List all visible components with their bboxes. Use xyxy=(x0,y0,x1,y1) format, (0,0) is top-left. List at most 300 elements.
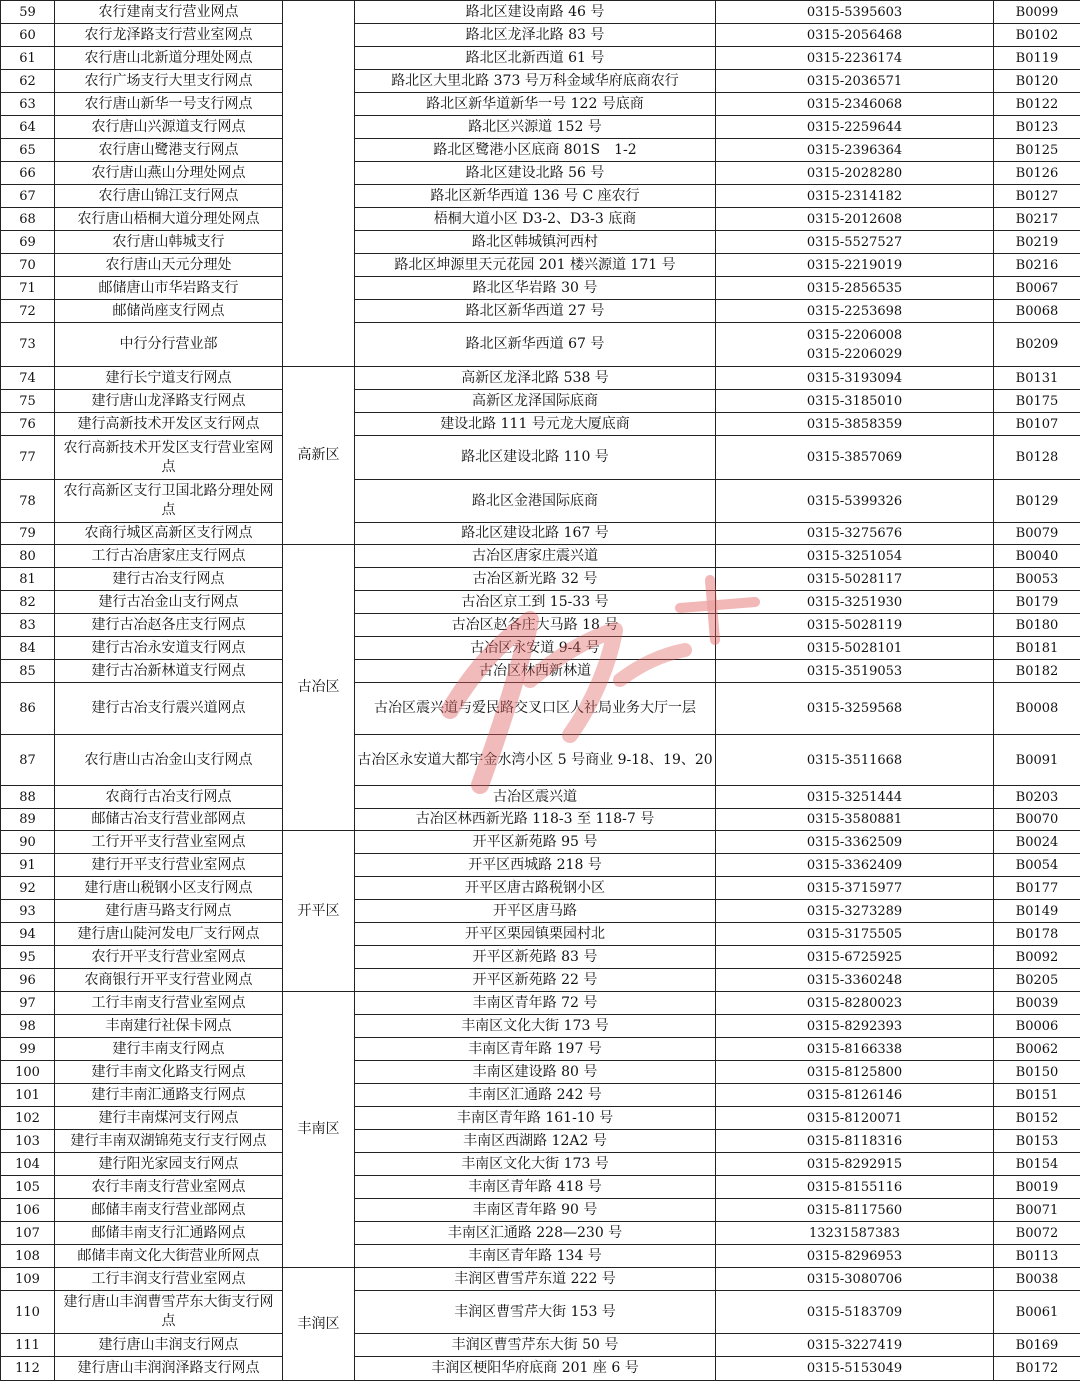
table-row xyxy=(1,523,1080,545)
outlet-code: B0209 xyxy=(994,323,1080,367)
row-number: 81 xyxy=(1,568,55,591)
outlet-code: B0128 xyxy=(994,436,1080,480)
outlet-phone xyxy=(716,1107,994,1130)
outlet-address: 路北区新华西道 67 号 xyxy=(355,323,716,367)
outlet-name: 农行建南支行营业网点 xyxy=(55,1,283,24)
outlet-name: 建行丰南支行网点 xyxy=(55,1038,283,1061)
table-row xyxy=(1,1038,1080,1061)
outlet-address: 开平区唐马路 xyxy=(355,900,716,923)
outlet-phone xyxy=(716,1245,994,1268)
table-row xyxy=(1,390,1080,413)
phone-number: 0315-8296953 xyxy=(718,1247,991,1266)
outlet-name: 农行唐山燕山分理处网点 xyxy=(55,162,283,185)
outlet-code: B0151 xyxy=(994,1084,1080,1107)
outlet-code: B0172 xyxy=(994,1357,1080,1381)
table-row xyxy=(1,877,1080,900)
phone-number: 0315-2346068 xyxy=(718,95,991,114)
outlet-phone xyxy=(716,923,994,946)
table-row xyxy=(1,923,1080,946)
row-number: 102 xyxy=(1,1107,55,1130)
row-number: 61 xyxy=(1,47,55,70)
outlet-phone xyxy=(716,523,994,545)
outlet-phone xyxy=(716,545,994,568)
row-number: 59 xyxy=(1,1,55,24)
table-row xyxy=(1,1357,1080,1381)
row-number: 104 xyxy=(1,1153,55,1176)
phone-number: 0315-2856535 xyxy=(718,279,991,298)
row-number: 109 xyxy=(1,1268,55,1291)
outlet-name: 邮储丰南文化大街营业所网点 xyxy=(55,1245,283,1268)
outlet-address: 古冶区新光路 32 号 xyxy=(355,568,716,591)
outlet-phone xyxy=(716,614,994,637)
phone-number: 0315-2012608 xyxy=(718,210,991,229)
outlet-phone xyxy=(716,300,994,323)
outlet-phone xyxy=(716,683,994,735)
table-row xyxy=(1,1130,1080,1153)
outlet-name: 农行唐山兴源道支行网点 xyxy=(55,116,283,139)
row-number: 99 xyxy=(1,1038,55,1061)
phone-number: 0315-5399326 xyxy=(718,492,991,511)
outlet-code: B0129 xyxy=(994,480,1080,523)
outlet-code: B0154 xyxy=(994,1153,1080,1176)
outlet-phone xyxy=(716,480,994,523)
outlet-name: 建行唐山陡河发电厂支行网点 xyxy=(55,923,283,946)
outlet-address: 路北区新华西道 27 号 xyxy=(355,300,716,323)
table-row xyxy=(1,1061,1080,1084)
outlet-name: 建行唐山税钢小区支行网点 xyxy=(55,877,283,900)
outlet-address: 丰南区汇通路 228—230 号 xyxy=(355,1222,716,1245)
outlet-name: 农行广场支行大里支行网点 xyxy=(55,70,283,93)
outlet-address: 高新区龙泽北路 538 号 xyxy=(355,367,716,390)
outlet-code: B0099 xyxy=(994,1,1080,24)
outlet-code: B0205 xyxy=(994,969,1080,992)
table-row xyxy=(1,809,1080,831)
row-number: 80 xyxy=(1,545,55,568)
phone-number: 0315-2206008 xyxy=(718,326,991,345)
outlet-name: 农商行古冶支行网点 xyxy=(55,786,283,809)
phone-number: 0315-3185010 xyxy=(718,392,991,411)
outlet-address: 路北区建设北路 167 号 xyxy=(355,523,716,545)
table-row xyxy=(1,660,1080,683)
table-row xyxy=(1,1199,1080,1222)
outlet-name: 建行古冶支行网点 xyxy=(55,568,283,591)
outlet-phone xyxy=(716,637,994,660)
outlet-phone xyxy=(716,208,994,231)
table-row xyxy=(1,1176,1080,1199)
table-row xyxy=(1,231,1080,254)
row-number: 65 xyxy=(1,139,55,162)
outlet-address: 路北区建设南路 46 号 xyxy=(355,1,716,24)
phone-number: 0315-8125800 xyxy=(718,1063,991,1082)
phone-number: 0315-3580881 xyxy=(718,810,991,829)
phone-number: 0315-2056468 xyxy=(718,26,991,45)
row-number: 108 xyxy=(1,1245,55,1268)
table-row xyxy=(1,24,1080,47)
outlet-address: 丰南区青年路 197 号 xyxy=(355,1038,716,1061)
outlet-code: B0024 xyxy=(994,831,1080,854)
table-row xyxy=(1,735,1080,786)
phone-number: 0315-8120071 xyxy=(718,1109,991,1128)
phone-number: 0315-8155116 xyxy=(718,1178,991,1197)
outlet-phone xyxy=(716,116,994,139)
outlet-code: B0175 xyxy=(994,390,1080,413)
row-number: 110 xyxy=(1,1291,55,1334)
outlet-address: 丰南区建设路 80 号 xyxy=(355,1061,716,1084)
outlet-phone xyxy=(716,70,994,93)
outlet-address: 开平区新苑路 95 号 xyxy=(355,831,716,854)
row-number: 68 xyxy=(1,208,55,231)
phone-number: 0315-3715977 xyxy=(718,879,991,898)
row-number: 84 xyxy=(1,637,55,660)
row-number: 66 xyxy=(1,162,55,185)
table-row xyxy=(1,854,1080,877)
outlet-code: B0123 xyxy=(994,116,1080,139)
outlet-phone xyxy=(716,1268,994,1291)
outlet-phone xyxy=(716,1061,994,1084)
outlet-name: 建行长宁道支行网点 xyxy=(55,367,283,390)
table-row xyxy=(1,93,1080,116)
outlet-code: B0182 xyxy=(994,660,1080,683)
outlet-code: B0091 xyxy=(994,735,1080,786)
table-row xyxy=(1,185,1080,208)
phone-number: 0315-3858359 xyxy=(718,415,991,434)
outlet-phone xyxy=(716,946,994,969)
outlet-address: 开平区新苑路 22 号 xyxy=(355,969,716,992)
outlet-address: 古冶区唐家庄震兴道 xyxy=(355,545,716,568)
outlet-address: 古冶区震兴道 xyxy=(355,786,716,809)
table-row xyxy=(1,47,1080,70)
outlet-address: 丰润区曹雪芹大街 153 号 xyxy=(355,1291,716,1334)
outlet-name: 农行开平支行营业室网点 xyxy=(55,946,283,969)
outlet-name: 邮储唐山市华岩路支行 xyxy=(55,277,283,300)
phone-number: 0315-3275676 xyxy=(718,524,991,543)
phone-number: 0315-2206029 xyxy=(718,345,991,364)
outlet-code: B0125 xyxy=(994,139,1080,162)
outlet-code: B0216 xyxy=(994,254,1080,277)
outlet-name: 农行高新技术开发区支行营业室网点 xyxy=(55,436,283,480)
outlet-phone xyxy=(716,786,994,809)
table-row xyxy=(1,637,1080,660)
outlet-phone xyxy=(716,185,994,208)
outlet-phone xyxy=(716,231,994,254)
table-row xyxy=(1,300,1080,323)
outlet-address: 路北区龙泽北路 83 号 xyxy=(355,24,716,47)
outlet-address: 丰润区曹雪芹东道 222 号 xyxy=(355,1268,716,1291)
outlet-name: 建行丰南文化路支行网点 xyxy=(55,1061,283,1084)
outlet-code: B0178 xyxy=(994,923,1080,946)
phone-number: 0315-3857069 xyxy=(718,448,991,467)
outlet-address: 开平区西城路 218 号 xyxy=(355,854,716,877)
outlet-code: B0102 xyxy=(994,24,1080,47)
phone-number: 0315-5395603 xyxy=(718,3,991,22)
phone-number: 0315-2028280 xyxy=(718,164,991,183)
outlet-phone xyxy=(716,1222,994,1245)
outlet-name: 建行唐山龙泽路支行网点 xyxy=(55,390,283,413)
row-number: 90 xyxy=(1,831,55,854)
outlet-name: 农行唐山天元分理处 xyxy=(55,254,283,277)
phone-number: 0315-2396364 xyxy=(718,141,991,160)
outlet-address: 古冶区永安道 9-4 号 xyxy=(355,637,716,660)
phone-number: 0315-5028101 xyxy=(718,639,991,658)
phone-number: 0315-5153049 xyxy=(718,1359,991,1378)
outlet-phone xyxy=(716,1038,994,1061)
outlet-phone xyxy=(716,436,994,480)
outlet-code: B0019 xyxy=(994,1176,1080,1199)
outlet-address: 古冶区赵各庄大马路 18 号 xyxy=(355,614,716,637)
row-number: 97 xyxy=(1,992,55,1015)
phone-number: 0315-3251444 xyxy=(718,788,991,807)
outlet-phone xyxy=(716,139,994,162)
outlet-name: 建行丰南双湖锦苑支行支行网点 xyxy=(55,1130,283,1153)
outlet-name: 丰南建行社保卡网点 xyxy=(55,1015,283,1038)
outlet-address: 路北区新华道新华一号 122 号底商 xyxy=(355,93,716,116)
phone-number: 0315-8118316 xyxy=(718,1132,991,1151)
row-number: 106 xyxy=(1,1199,55,1222)
outlet-address: 丰南区汇通路 242 号 xyxy=(355,1084,716,1107)
phone-number: 0315-5527527 xyxy=(718,233,991,252)
outlet-address: 开平区新苑路 83 号 xyxy=(355,946,716,969)
outlet-name: 建行唐山丰润曹雪芹东大街支行网点 xyxy=(55,1291,283,1334)
table-row xyxy=(1,992,1080,1015)
outlet-name: 建行古冶支行震兴道网点 xyxy=(55,683,283,735)
outlet-phone xyxy=(716,162,994,185)
outlet-name: 建行唐山丰润支行网点 xyxy=(55,1334,283,1357)
outlet-address: 路北区建设北路 110 号 xyxy=(355,436,716,480)
outlet-table-body xyxy=(1,1,1080,1381)
outlet-address: 路北区金港国际底商 xyxy=(355,480,716,523)
outlet-code: B0169 xyxy=(994,1334,1080,1357)
outlet-code: B0119 xyxy=(994,47,1080,70)
row-number: 76 xyxy=(1,413,55,436)
phone-number: 0315-8126146 xyxy=(718,1086,991,1105)
table-row xyxy=(1,480,1080,523)
outlet-name: 农行唐山鹭港支行网点 xyxy=(55,139,283,162)
row-number: 107 xyxy=(1,1222,55,1245)
outlet-code: B0203 xyxy=(994,786,1080,809)
outlet-phone xyxy=(716,877,994,900)
phone-number: 0315-8280023 xyxy=(718,994,991,1013)
outlet-name: 邮储丰南支行汇通路网点 xyxy=(55,1222,283,1245)
table-row xyxy=(1,786,1080,809)
outlet-address: 路北区坤源里天元花园 201 楼兴源道 171 号 xyxy=(355,254,716,277)
outlet-name: 工行丰润支行营业室网点 xyxy=(55,1268,283,1291)
row-number: 103 xyxy=(1,1130,55,1153)
outlet-phone xyxy=(716,1357,994,1381)
table-row xyxy=(1,831,1080,854)
outlet-address: 高新区龙泽国际底商 xyxy=(355,390,716,413)
outlet-name: 农行唐山北新道分理处网点 xyxy=(55,47,283,70)
row-number: 74 xyxy=(1,367,55,390)
outlet-name: 农行唐山古冶金山支行网点 xyxy=(55,735,283,786)
row-number: 83 xyxy=(1,614,55,637)
phone-number: 0315-3227419 xyxy=(718,1336,991,1355)
row-number: 87 xyxy=(1,735,55,786)
outlet-address: 丰南区青年路 134 号 xyxy=(355,1245,716,1268)
row-number: 79 xyxy=(1,523,55,545)
outlet-phone xyxy=(716,900,994,923)
row-number: 98 xyxy=(1,1015,55,1038)
table-row xyxy=(1,1015,1080,1038)
outlet-code: B0150 xyxy=(994,1061,1080,1084)
outlet-name: 建行唐山丰润润泽路支行网点 xyxy=(55,1357,283,1381)
table-row xyxy=(1,116,1080,139)
district-cell: 古冶区 xyxy=(283,545,355,831)
phone-number: 0315-8292393 xyxy=(718,1017,991,1036)
row-number: 100 xyxy=(1,1061,55,1084)
district-cell: 高新区 xyxy=(283,367,355,545)
outlet-phone xyxy=(716,660,994,683)
row-number: 92 xyxy=(1,877,55,900)
table-row xyxy=(1,1222,1080,1245)
outlet-code: B0153 xyxy=(994,1130,1080,1153)
outlet-code: B0179 xyxy=(994,591,1080,614)
phone-number: 0315-3259568 xyxy=(718,699,991,718)
outlet-phone xyxy=(716,413,994,436)
outlet-address: 开平区栗园镇栗园村北 xyxy=(355,923,716,946)
outlet-address: 丰南区青年路 90 号 xyxy=(355,1199,716,1222)
phone-number: 0315-3362409 xyxy=(718,856,991,875)
table-row xyxy=(1,1268,1080,1291)
outlet-phone xyxy=(716,1153,994,1176)
outlet-address: 古冶区永安道大都宇金水湾小区 5 号商业 9-18、19、20 xyxy=(355,735,716,786)
outlet-name: 建行古冶新林道支行网点 xyxy=(55,660,283,683)
outlet-phone xyxy=(716,1130,994,1153)
outlet-name: 建行古冶永安道支行网点 xyxy=(55,637,283,660)
outlet-name: 农行龙泽路支行营业室网点 xyxy=(55,24,283,47)
outlet-address: 丰润区梗阳华府底商 201 座 6 号 xyxy=(355,1357,716,1381)
row-number: 105 xyxy=(1,1176,55,1199)
phone-number: 0315-8292915 xyxy=(718,1155,991,1174)
outlet-name: 建行丰南煤河支行网点 xyxy=(55,1107,283,1130)
outlet-code: B0126 xyxy=(994,162,1080,185)
outlet-code: B0067 xyxy=(994,277,1080,300)
phone-number: 0315-3251054 xyxy=(718,547,991,566)
table-row xyxy=(1,162,1080,185)
phone-number: 0315-6725925 xyxy=(718,948,991,967)
outlet-code: B0008 xyxy=(994,683,1080,735)
outlet-address: 路北区鹭港小区底商 801S 1-2 xyxy=(355,139,716,162)
outlet-address: 古冶区林西新林道 xyxy=(355,660,716,683)
outlet-name: 邮储丰南支行营业部网点 xyxy=(55,1199,283,1222)
phone-number: 0315-3511668 xyxy=(718,751,991,770)
table-row xyxy=(1,946,1080,969)
outlet-code: B0107 xyxy=(994,413,1080,436)
row-number: 112 xyxy=(1,1357,55,1381)
phone-number: 0315-3251930 xyxy=(718,593,991,612)
phone-number: 0315-3273289 xyxy=(718,902,991,921)
phone-number: 0315-2036571 xyxy=(718,72,991,91)
outlet-name: 农行唐山韩城支行 xyxy=(55,231,283,254)
table-row xyxy=(1,1,1080,24)
row-number: 71 xyxy=(1,277,55,300)
outlet-address: 古冶区京工到 15-33 号 xyxy=(355,591,716,614)
outlet-address: 路北区兴源道 152 号 xyxy=(355,116,716,139)
outlet-phone xyxy=(716,1,994,24)
outlet-code: B0072 xyxy=(994,1222,1080,1245)
table-row xyxy=(1,1291,1080,1334)
phone-number: 0315-3175505 xyxy=(718,925,991,944)
outlet-address: 路北区韩城镇河西村 xyxy=(355,231,716,254)
table-row xyxy=(1,1107,1080,1130)
table-row xyxy=(1,1084,1080,1107)
table-row xyxy=(1,413,1080,436)
district-cell: 丰南区 xyxy=(283,992,355,1268)
outlet-code: B0177 xyxy=(994,877,1080,900)
district-cell xyxy=(283,1,355,367)
row-number: 101 xyxy=(1,1084,55,1107)
phone-number: 0315-3519053 xyxy=(718,662,991,681)
table-row xyxy=(1,568,1080,591)
outlet-code: B0217 xyxy=(994,208,1080,231)
outlet-name: 建行开平支行营业室网点 xyxy=(55,854,283,877)
outlet-phone xyxy=(716,969,994,992)
phone-number: 0315-2236174 xyxy=(718,49,991,68)
phone-number: 13231587383 xyxy=(718,1224,991,1243)
table-row xyxy=(1,900,1080,923)
row-number: 78 xyxy=(1,480,55,523)
outlet-name: 邮储古冶支行营业部网点 xyxy=(55,809,283,831)
outlet-code: B0062 xyxy=(994,1038,1080,1061)
outlet-address: 丰南区青年路 72 号 xyxy=(355,992,716,1015)
outlet-phone xyxy=(716,1334,994,1357)
phone-number: 0315-5028119 xyxy=(718,616,991,635)
outlet-address: 丰南区文化大街 173 号 xyxy=(355,1153,716,1176)
phone-number: 0315-3360248 xyxy=(718,971,991,990)
phone-number: 0315-8166338 xyxy=(718,1040,991,1059)
row-number: 96 xyxy=(1,969,55,992)
outlet-phone xyxy=(716,1199,994,1222)
outlet-address: 丰南区青年路 418 号 xyxy=(355,1176,716,1199)
outlet-phone xyxy=(716,47,994,70)
row-number: 88 xyxy=(1,786,55,809)
outlet-code: B0219 xyxy=(994,231,1080,254)
outlet-code: B0152 xyxy=(994,1107,1080,1130)
outlet-name: 建行唐马路支行网点 xyxy=(55,900,283,923)
outlet-code: B0070 xyxy=(994,809,1080,831)
outlet-address: 古冶区林西新光路 118-3 至 118-7 号 xyxy=(355,809,716,831)
outlet-code: B0120 xyxy=(994,70,1080,93)
outlet-phone xyxy=(716,24,994,47)
outlet-phone xyxy=(716,323,994,367)
table-row xyxy=(1,277,1080,300)
outlet-code: B0092 xyxy=(994,946,1080,969)
outlet-name: 邮储尚座支行网点 xyxy=(55,300,283,323)
row-number: 77 xyxy=(1,436,55,480)
outlet-name: 中行分行营业部 xyxy=(55,323,283,367)
row-number: 72 xyxy=(1,300,55,323)
row-number: 82 xyxy=(1,591,55,614)
row-number: 85 xyxy=(1,660,55,683)
outlet-code: B0180 xyxy=(994,614,1080,637)
table-row xyxy=(1,591,1080,614)
phone-number: 0315-3080706 xyxy=(718,1270,991,1289)
outlet-address: 路北区新华西道 136 号 C 座农行 xyxy=(355,185,716,208)
outlet-address: 路北区建设北路 56 号 xyxy=(355,162,716,185)
outlet-code: B0079 xyxy=(994,523,1080,545)
outlet-address: 丰润区曹雪芹东大街 50 号 xyxy=(355,1334,716,1357)
outlet-address: 丰南区文化大街 173 号 xyxy=(355,1015,716,1038)
table-row xyxy=(1,367,1080,390)
outlet-name: 农行唐山梧桐大道分理处网点 xyxy=(55,208,283,231)
outlet-phone xyxy=(716,735,994,786)
row-number: 69 xyxy=(1,231,55,254)
outlet-address: 梧桐大道小区 D3-2、D3-3 底商 xyxy=(355,208,716,231)
outlet-code: B0181 xyxy=(994,637,1080,660)
outlet-phone xyxy=(716,1084,994,1107)
row-number: 86 xyxy=(1,683,55,735)
row-number: 62 xyxy=(1,70,55,93)
row-number: 93 xyxy=(1,900,55,923)
